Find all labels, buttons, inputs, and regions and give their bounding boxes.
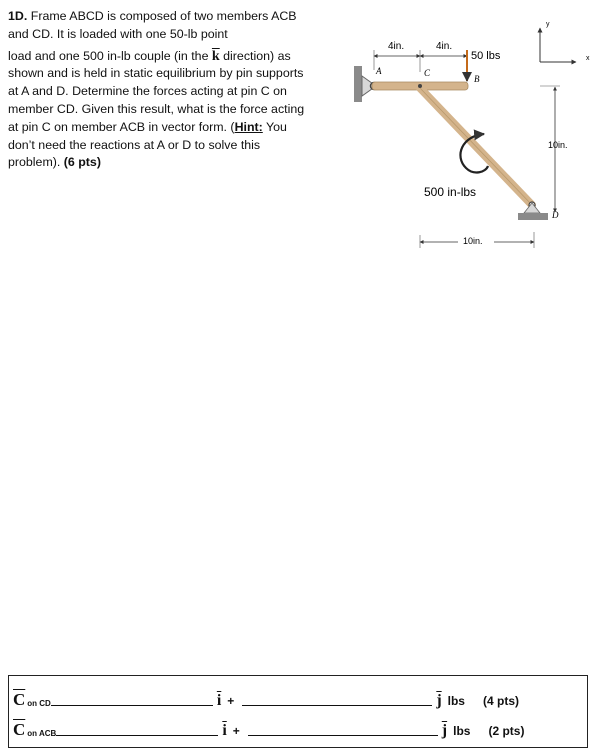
answer-subscript: on ACB: [27, 729, 57, 738]
label-B: B: [474, 74, 480, 84]
problem-text-2a: load and one 500 in-lb couple (in the: [8, 48, 212, 63]
answer-row-on-cd: [13, 690, 519, 710]
hint-text: You don’t need the reactions at A or D to solve this problem).: [8, 119, 287, 170]
unit-lbs: lbs: [447, 694, 465, 708]
dim-top-left-label: 4in.: [388, 41, 405, 52]
blank-j-component[interactable]: [242, 705, 432, 706]
unit-lbs: lbs: [453, 724, 471, 738]
plus-sign: +: [232, 724, 240, 738]
dimension-top: [374, 50, 467, 72]
coordinate-axes: [540, 28, 576, 62]
unit-j: $\overline{j}$: [441, 722, 448, 739]
unit-j: $\overline{j}$: [436, 692, 442, 709]
problem-text-2b: direction) as shown and is held in static equilibrium by pin supports at A and D. Determine the forces acting at pin C on member CD. Given this result, what is the force acting at pin C on member ACB in vector form. (: [8, 48, 305, 134]
problem-line-1: [8, 8, 313, 44]
couple-label: 500 in-lbs: [424, 185, 477, 199]
label-C: C: [424, 68, 431, 78]
row-points: (4 pts): [482, 694, 519, 708]
label-D: D: [552, 210, 559, 220]
load-label: 50 lbs: [471, 50, 501, 62]
answer-symbol-c: $\overline{C}$: [13, 720, 26, 739]
label-A: A: [376, 66, 382, 76]
blank-i-component[interactable]: [56, 735, 218, 736]
answer-subscript: on CD: [27, 699, 51, 708]
k-unit-vector: $\overline{k}$: [211, 48, 220, 64]
problem-statement: [8, 8, 313, 172]
dim-right-label: 10in.: [548, 140, 568, 150]
blank-j-component[interactable]: [248, 735, 438, 736]
frame-figure: [350, 10, 595, 270]
axis-y-label: y: [546, 21, 550, 28]
answer-row-on-acb: [13, 720, 524, 740]
row-points: (2 pts): [488, 724, 525, 738]
answer-box: [8, 675, 588, 748]
pin-support-D: [518, 202, 548, 220]
problem-number: 1D.: [8, 9, 28, 23]
problem-line-2: [8, 48, 313, 173]
dim-top-right-label: 4in.: [436, 41, 453, 52]
unit-i: $\overline{i}$: [216, 692, 222, 709]
points-total: (6 pts): [63, 155, 101, 170]
plus-sign: +: [227, 694, 235, 708]
problem-text-1: Frame ABCD is composed of two members ACB and CD. It is loaded with one 50-lb point: [8, 9, 297, 41]
axis-x-label: x: [586, 55, 590, 62]
blank-i-component[interactable]: [51, 705, 213, 706]
answer-symbol-c: $\overline{C}$: [13, 690, 26, 709]
unit-i: $\overline{i}$: [222, 722, 227, 739]
hint-label: Hint:: [234, 119, 263, 134]
pin-C: [418, 84, 422, 88]
dim-bottom-label: 10in.: [463, 236, 483, 246]
wall-support-A: [354, 66, 362, 102]
